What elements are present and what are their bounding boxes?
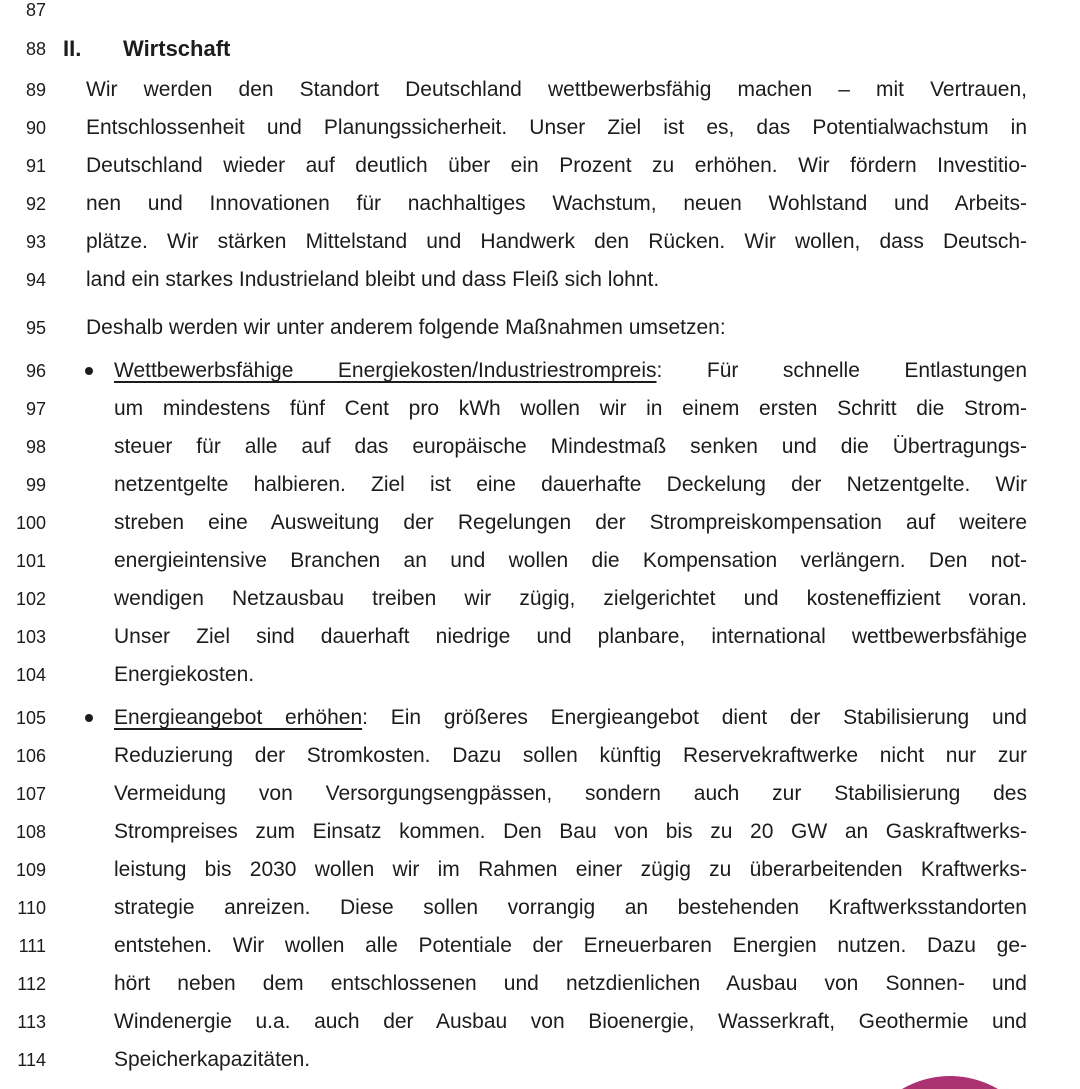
- text-segment: plätze. Wir stärken Mittelstand und Handwerk den Rücken. Wir wollen, dass Deutsch-: [86, 230, 1027, 253]
- document-line: [0, 466, 1080, 504]
- text-segment: Windenergie u.a. auch der Ausbau von Bioenergie, Wasserkraft, Geothermie und: [114, 1010, 1027, 1033]
- line-number: 95: [25, 318, 46, 338]
- text-segment: entstehen. Wir wollen alle Potentiale der Erneuerbaren Energien nutzen. Dazu ge-: [114, 934, 1027, 957]
- line-number: 105: [15, 708, 46, 728]
- line-number: 103: [15, 627, 46, 647]
- line-number: 96: [25, 361, 46, 381]
- line-number: 93: [25, 232, 46, 252]
- line-number: 98: [25, 437, 46, 457]
- line-number: 114: [17, 1050, 46, 1070]
- document-line: [0, 851, 1080, 889]
- text-segment: : Ein größeres Energieangebot dient der Stabilisierung und: [362, 706, 1027, 729]
- text-segment: : Für schnelle Entlastungen: [656, 359, 1027, 382]
- line-number: 90: [25, 118, 46, 138]
- line-text: [114, 390, 1027, 428]
- document-line: [0, 699, 1080, 737]
- text-segment: Strompreises zum Einsatz kommen. Den Bau von bis zu 20 GW an Gaskraftwerks-: [114, 820, 1027, 843]
- document-line: [0, 0, 1080, 20]
- line-text: [114, 889, 1027, 927]
- document-line: [0, 737, 1080, 775]
- document-line: [0, 580, 1080, 618]
- document-line: [0, 390, 1080, 428]
- document-line: [0, 656, 1080, 694]
- document-line: [0, 428, 1080, 466]
- line-text: [114, 927, 1027, 965]
- line-text: [114, 580, 1027, 618]
- bullet-lead-term: Wettbewerbsfähige Energiekosten/Industriestrompreis: [114, 359, 657, 382]
- document-line: [0, 352, 1080, 390]
- line-text: [114, 775, 1027, 813]
- line-number: 112: [17, 974, 46, 994]
- bullet-lead-term: Energieangebot erhöhen: [114, 706, 363, 729]
- line-number: 102: [15, 589, 46, 609]
- text-segment: Speicherkapazitäten.: [114, 1048, 311, 1071]
- document-line: [0, 542, 1080, 580]
- text-segment: steuer für alle auf das europäische Mindestmaß senken und die Übertragungs-: [114, 435, 1027, 458]
- text-segment: Wirtschaft: [123, 36, 231, 61]
- text-segment: nen und Innovationen für nachhaltiges Wachstum, neuen Wohlstand und Arbeits-: [86, 192, 1027, 215]
- line-number: 107: [15, 784, 46, 804]
- line-number: 91: [25, 156, 46, 176]
- text-segment: Deutschland wieder auf deutlich über ein Prozent zu erhöhen. Wir fördern Investitio-: [86, 154, 1027, 177]
- line-text: [114, 965, 1027, 1003]
- text-segment: streben eine Ausweitung der Regelungen der Strompreiskompensation auf weitere: [114, 511, 1027, 534]
- line-number: 104: [15, 665, 46, 685]
- line-text: [114, 428, 1027, 466]
- line-text: [86, 223, 1027, 261]
- document-line: [0, 889, 1080, 927]
- text-segment: land ein starkes Industrieland bleibt und dass Fleiß sich lohnt.: [86, 268, 660, 291]
- line-text: [114, 1003, 1027, 1041]
- line-text: [114, 618, 1027, 656]
- line-number: 88: [25, 39, 46, 59]
- text-segment: hört neben dem entschlossenen und netzdienlichen Ausbau von Sonnen- und: [114, 972, 1027, 995]
- document-line: [0, 618, 1080, 656]
- line-text: [114, 542, 1027, 580]
- bullet-icon: [85, 714, 93, 722]
- text-segment: um mindestens fünf Cent pro kWh wollen wir in einem ersten Schritt die Strom-: [114, 397, 1027, 420]
- document-line: [0, 71, 1080, 109]
- line-number: 89: [25, 80, 46, 100]
- line-text: [114, 1041, 1027, 1079]
- document-line: [0, 504, 1080, 542]
- text-segment: strategie anreizen. Diese sollen vorrangig an bestehenden Kraftwerksstandorten: [114, 896, 1027, 919]
- line-number: 87: [25, 0, 46, 20]
- document-line: [0, 775, 1080, 813]
- line-number: 110: [17, 898, 46, 918]
- line-text: [114, 352, 1027, 390]
- text-segment: netzentgelte halbieren. Ziel ist eine dauerhafte Deckelung der Netzentgelte. Wir: [114, 473, 1027, 496]
- text-segment: wendigen Netzausbau treiben wir zügig, zielgerichtet und kosteneffizient voran.: [114, 587, 1027, 610]
- heading-number: II.: [63, 36, 82, 61]
- document-line: [0, 147, 1080, 185]
- line-text: [86, 261, 1027, 299]
- bullet-icon: [85, 367, 93, 375]
- document-line: [0, 223, 1080, 261]
- document-line: [0, 965, 1080, 1003]
- text-segment: Entschlossenheit und Planungssicherheit. Unser Ziel ist es, das Potentialwachstum in: [86, 116, 1027, 139]
- document-line: [0, 1003, 1080, 1041]
- line-text: [86, 109, 1027, 147]
- document-line: [0, 1041, 1080, 1079]
- line-text: [114, 466, 1027, 504]
- text-segment: energieintensive Branchen an und wollen die Kompensation verlängern. Den not-: [114, 549, 1027, 572]
- line-text: [86, 309, 1027, 347]
- line-text: [86, 185, 1027, 223]
- text-segment: Wir werden den Standort Deutschland wettbewerbsfähig machen – mit Vertrauen,: [86, 78, 1027, 101]
- text-segment: Energiekosten.: [114, 663, 255, 686]
- document-line: [0, 813, 1080, 851]
- line-number: 97: [25, 399, 46, 419]
- line-text: [114, 851, 1027, 889]
- line-text: [114, 656, 1027, 694]
- line-number: 113: [17, 1012, 46, 1032]
- document-line: [0, 30, 1080, 68]
- text-segment: Reduzierung der Stromkosten. Dazu sollen künftig Reservekraftwerke nicht nur zur: [114, 744, 1027, 767]
- line-number: 109: [15, 860, 46, 880]
- line-number: 94: [25, 270, 46, 290]
- text-segment: leistung bis 2030 wollen wir im Rahmen einer zügig zu überarbeitenden Kraftwerks-: [114, 858, 1027, 881]
- document-line: [0, 309, 1080, 347]
- text-segment: Unser Ziel sind dauerhaft niedrige und planbare, international wettbewerbsfähige: [114, 625, 1027, 648]
- line-number: 99: [25, 475, 46, 495]
- document-line: [0, 185, 1080, 223]
- line-number: 111: [18, 936, 46, 956]
- line-number: 100: [15, 513, 46, 533]
- line-text: [114, 504, 1027, 542]
- text-segment: Vermeidung von Versorgungsengpässen, sondern auch zur Stabilisierung des: [114, 782, 1027, 805]
- line-text: [86, 71, 1027, 109]
- line-number: 108: [15, 822, 46, 842]
- line-number: 101: [15, 551, 46, 571]
- document-line: [0, 109, 1080, 147]
- document-line: [0, 261, 1080, 299]
- line-number: 92: [25, 194, 46, 214]
- text-segment: Deshalb werden wir unter anderem folgende Maßnahmen umsetzen:: [86, 316, 726, 339]
- line-number: 106: [15, 746, 46, 766]
- line-text: [63, 30, 1080, 68]
- line-text: [114, 737, 1027, 775]
- line-text: [86, 147, 1027, 185]
- line-text: [114, 699, 1027, 737]
- document-line: [0, 927, 1080, 965]
- line-text: [114, 813, 1027, 851]
